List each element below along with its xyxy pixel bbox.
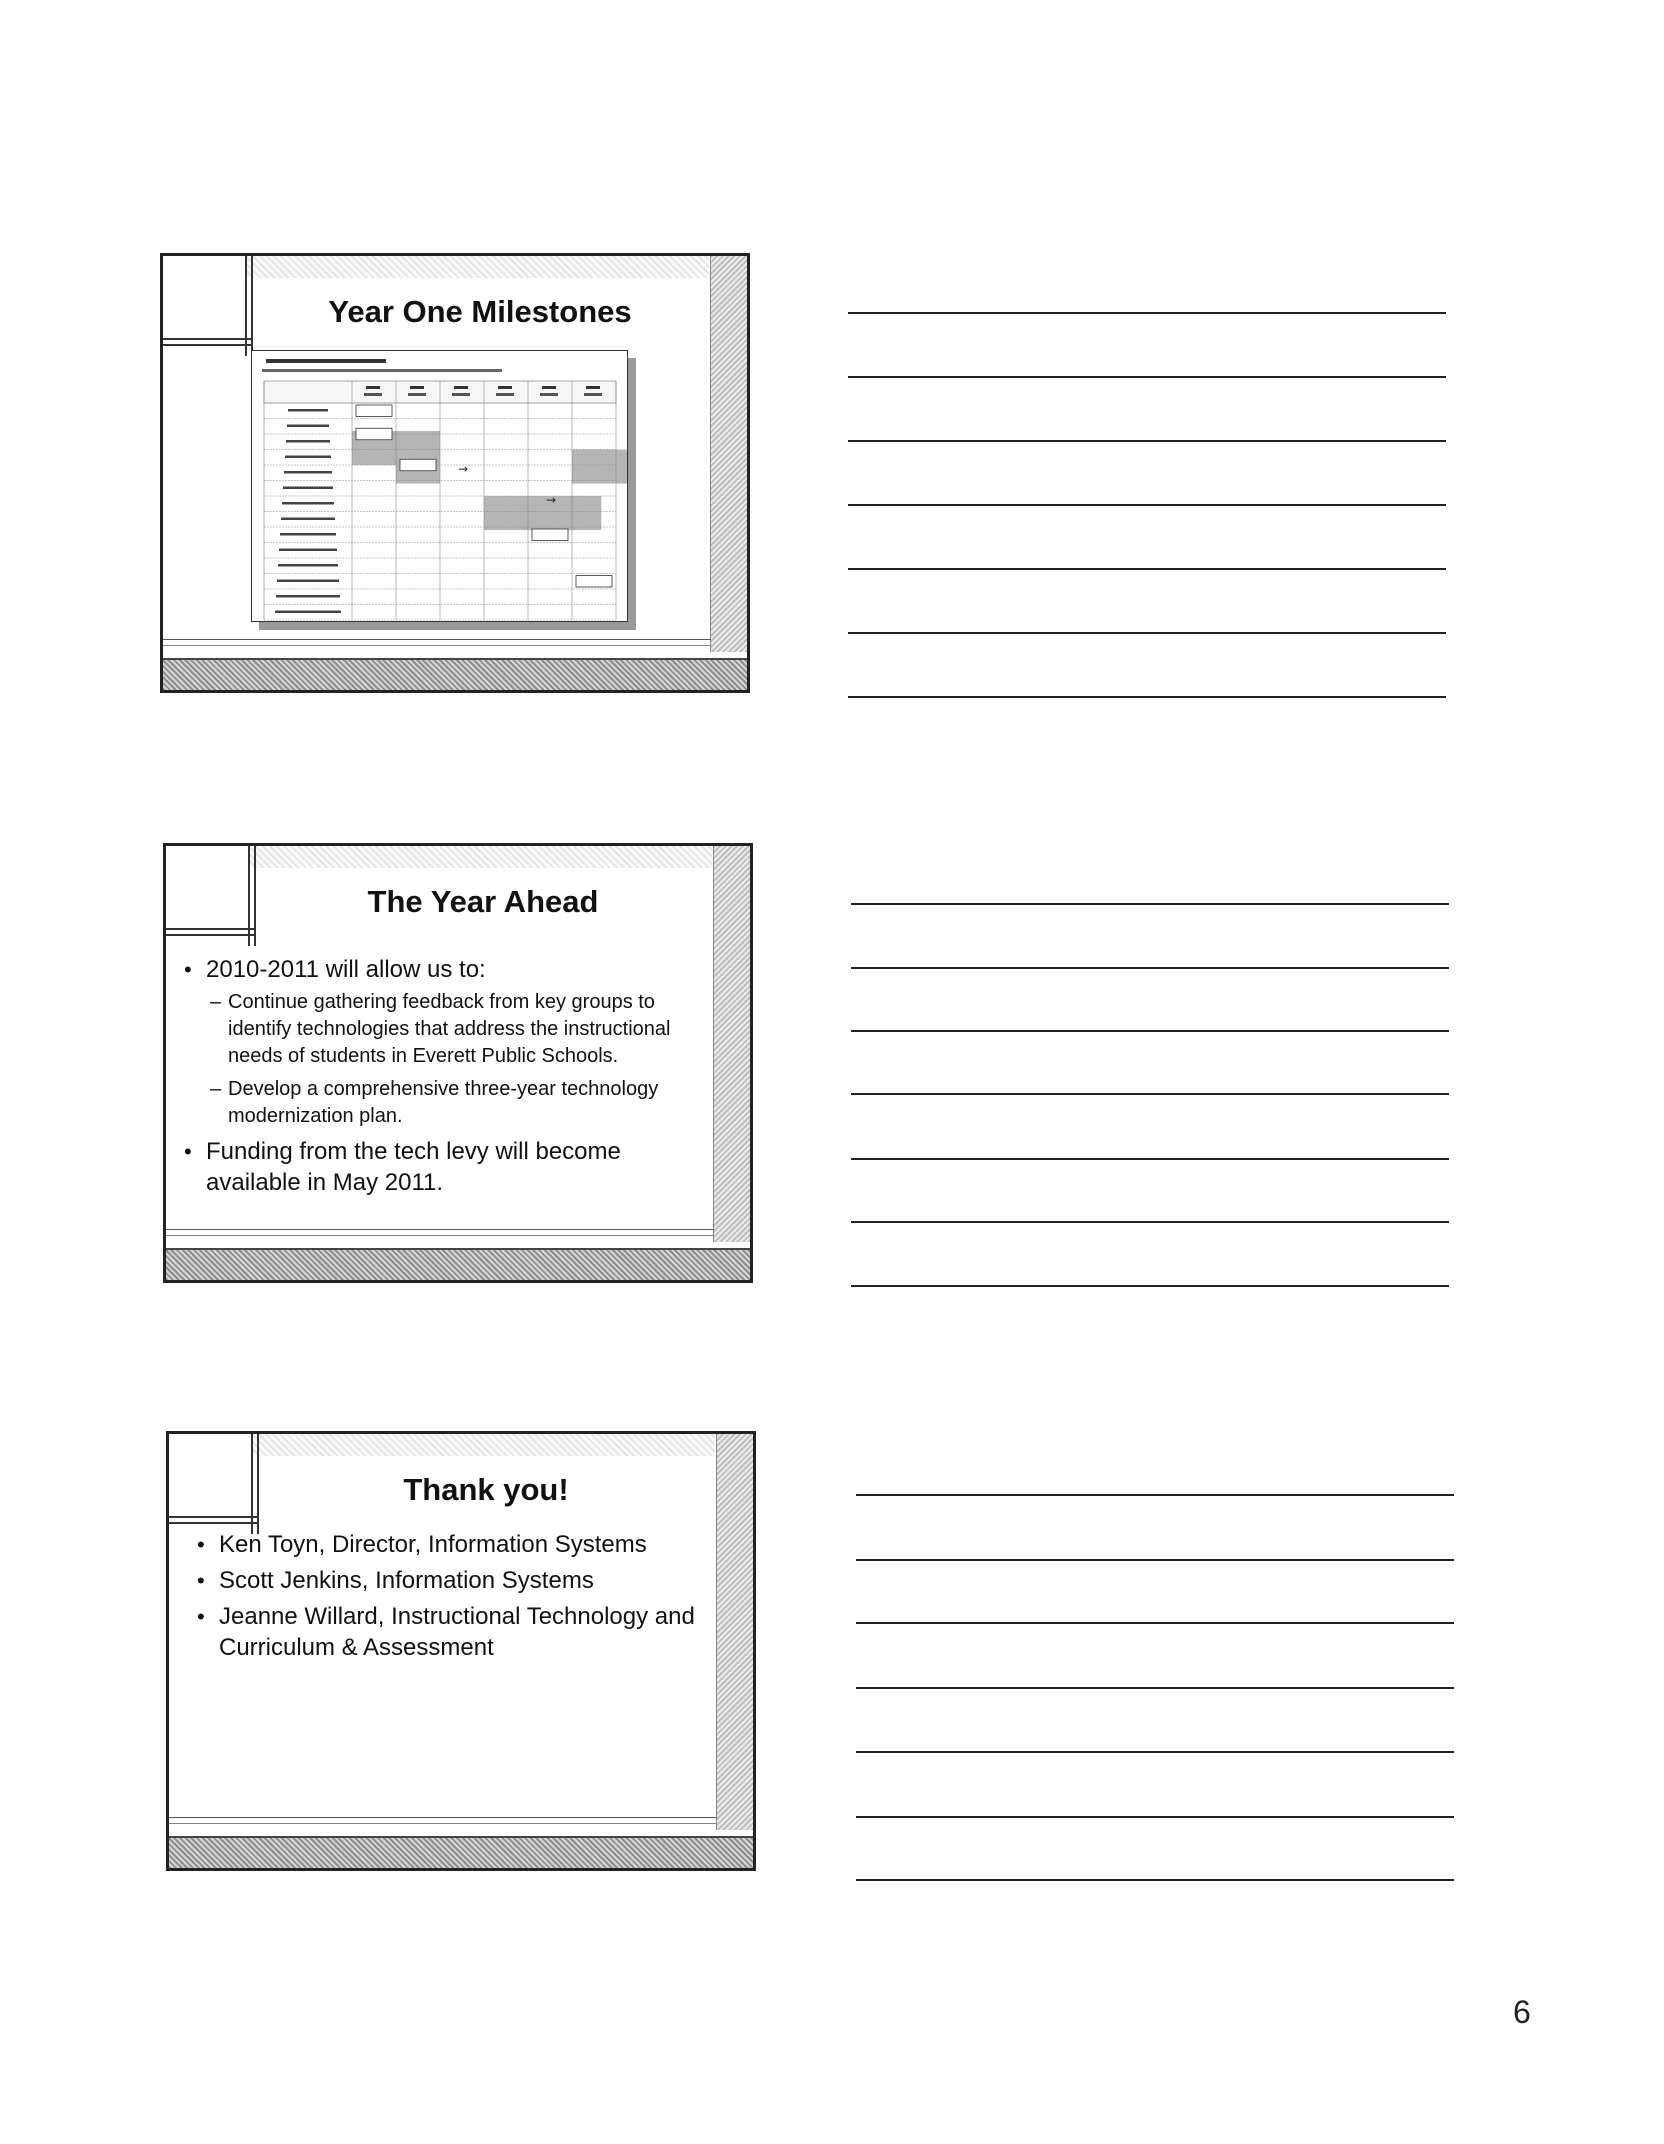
gantt-milestone-box xyxy=(532,529,568,541)
bullet-text: 2010-2011 will allow us to: xyxy=(206,956,486,983)
gantt-col-header-scribble xyxy=(496,393,514,396)
note-line xyxy=(856,1622,1454,1624)
gantt-row-label-scribble xyxy=(277,580,339,583)
gantt-header-scribble xyxy=(266,359,386,363)
gantt-row-label-scribble xyxy=(282,502,334,505)
sub-bullet-item: – Develop a comprehensive three-year technology modernization plan. xyxy=(206,1076,710,1130)
note-line xyxy=(851,1030,1449,1032)
note-line xyxy=(848,504,1446,506)
note-line xyxy=(848,312,1446,314)
slide-bottom-band xyxy=(166,1248,750,1280)
note-line xyxy=(848,632,1446,634)
gantt-row-label-scribble xyxy=(284,471,332,474)
slide-title: Year One Milestones xyxy=(328,294,632,329)
note-line xyxy=(856,1879,1454,1881)
gantt-milestone-box xyxy=(356,405,392,417)
gantt-row-label-scribble xyxy=(275,611,341,614)
gantt-col-header-scribble xyxy=(410,386,424,389)
gantt-col-header-scribble xyxy=(498,386,512,389)
note-line xyxy=(848,440,1446,442)
gantt-col-header-scribble xyxy=(454,386,468,389)
gantt-chart-image xyxy=(252,351,627,621)
gantt-arrow-icon: → xyxy=(546,492,557,507)
gantt-row-label-scribble xyxy=(281,518,335,521)
gantt-row-label-scribble xyxy=(283,487,333,490)
gantt-bar xyxy=(572,450,616,484)
gantt-row-label-scribble xyxy=(276,595,340,598)
gantt-row-label-scribble xyxy=(287,425,329,428)
note-line xyxy=(851,903,1449,905)
bullet-item xyxy=(182,954,710,1130)
slide-bottom-band xyxy=(163,658,747,690)
slide-right-band xyxy=(716,1434,753,1830)
note-line xyxy=(851,1221,1449,1223)
slide-right-band xyxy=(713,846,750,1242)
bullet-text: Funding from the tech levy will become available in May 2011. xyxy=(206,1138,621,1196)
gantt-col-header-scribble xyxy=(542,386,556,389)
gantt-col-header-scribble xyxy=(366,386,380,389)
gantt-row-label-scribble xyxy=(288,409,328,412)
gantt-subheader-scribble xyxy=(262,369,502,372)
slide-title: The Year Ahead xyxy=(367,884,599,919)
page-number: 6 xyxy=(1513,1994,1531,2030)
note-line xyxy=(848,696,1446,698)
bullet-list xyxy=(182,954,710,1204)
slide-right-band xyxy=(710,256,747,652)
note-line xyxy=(851,1158,1449,1160)
gantt-bar xyxy=(616,450,627,484)
slide-title: Thank you! xyxy=(403,1472,569,1507)
note-line xyxy=(856,1559,1454,1561)
gantt-col-header-scribble xyxy=(586,386,600,389)
gantt-milestone-box xyxy=(356,428,392,440)
bullet-item xyxy=(182,1136,710,1198)
gantt-row-label-scribble xyxy=(286,440,330,443)
note-line xyxy=(848,376,1446,378)
note-line xyxy=(856,1816,1454,1818)
gantt-milestone-box xyxy=(576,576,612,588)
slide-top-band xyxy=(251,1434,715,1456)
gantt-row-label-scribble xyxy=(280,533,336,536)
note-line xyxy=(851,1093,1449,1095)
note-line xyxy=(848,568,1446,570)
slide-top-band xyxy=(245,256,709,278)
slide-bottom-band xyxy=(169,1836,753,1868)
slide-year-one-milestones xyxy=(160,253,750,693)
bullet-item: • Ken Toyn, Director, Information Systems xyxy=(195,1529,713,1560)
note-line xyxy=(851,967,1449,969)
gantt-col-header-scribble xyxy=(364,393,382,396)
note-line xyxy=(856,1751,1454,1753)
gantt-row-label-scribble xyxy=(278,564,338,567)
gantt-arrow-icon: → xyxy=(458,461,469,476)
bullet-item: • Jeanne Willard, Instructional Technology and Curriculum & Assessment xyxy=(195,1601,713,1663)
note-line xyxy=(856,1494,1454,1496)
bullet-list xyxy=(195,1529,713,1668)
sub-bullet-item: – Continue gathering feedback from key groups to identify technologies that address the instructional needs of students in Everett Public Schools. xyxy=(206,989,710,1070)
note-line xyxy=(851,1285,1449,1287)
note-line xyxy=(856,1687,1454,1689)
gantt-row-label-scribble xyxy=(285,456,331,459)
slide-the-year-ahead xyxy=(163,843,753,1283)
gantt-col-header-scribble xyxy=(540,393,558,396)
gantt-row-label-scribble xyxy=(279,549,337,552)
bullet-item: • Scott Jenkins, Information Systems xyxy=(195,1565,713,1596)
gantt-col-header-scribble xyxy=(584,393,602,396)
sub-bullet-list xyxy=(206,989,710,1130)
gantt-col-header-scribble xyxy=(452,393,470,396)
gantt-milestone-box xyxy=(400,459,436,471)
slide-thank-you xyxy=(166,1431,756,1871)
gantt-col-header-scribble xyxy=(408,393,426,396)
slide-top-band xyxy=(248,846,712,868)
gantt-chart-thumbnail xyxy=(251,350,628,622)
